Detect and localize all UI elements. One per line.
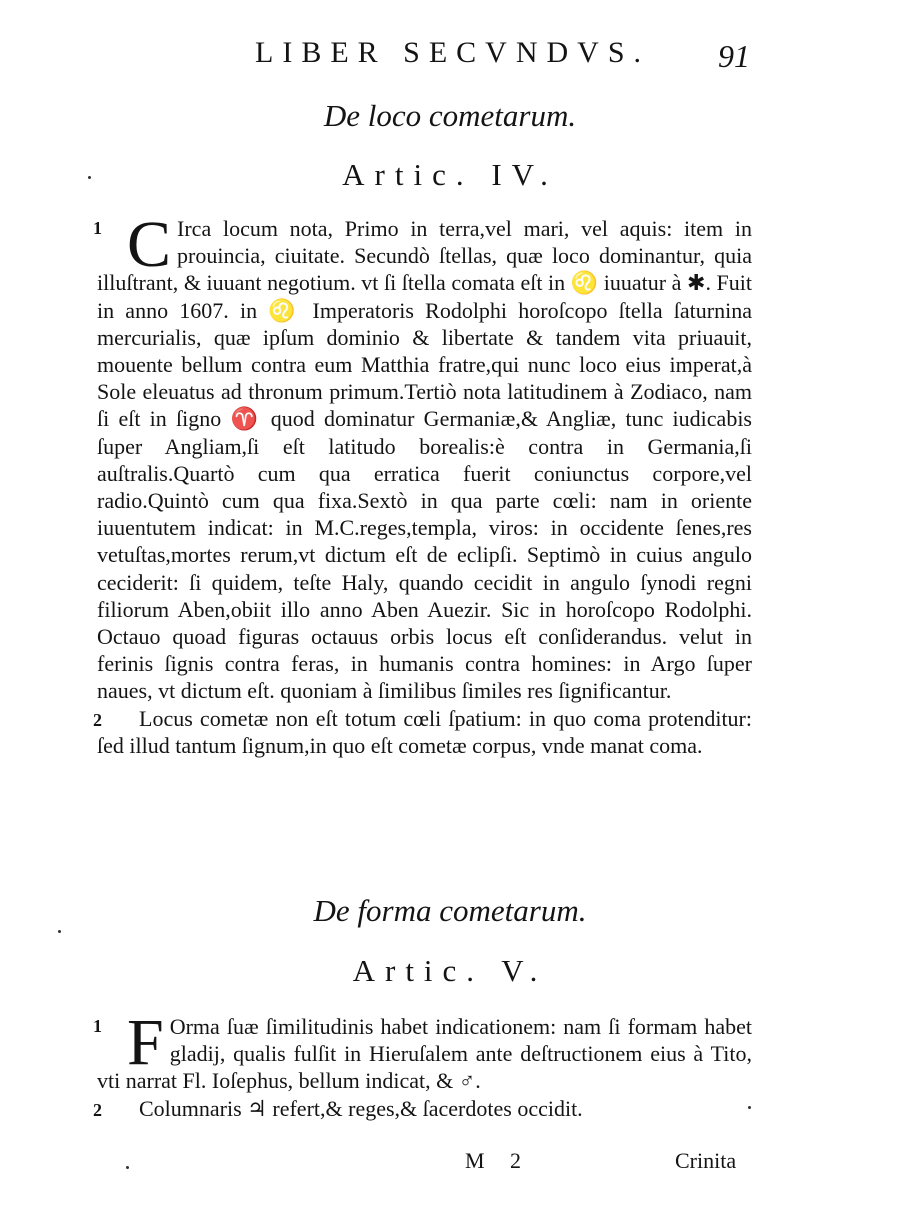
running-head bbox=[0, 30, 900, 80]
section-v-body bbox=[93, 1006, 752, 1122]
print-speck bbox=[748, 1106, 751, 1109]
section-heading-de-forma: De forma cometarum. bbox=[313, 893, 587, 928]
paragraph-text: Columnaris ♃ refert,& reges,& ſacerdotes occidit. bbox=[139, 1095, 583, 1121]
paragraph-number: 1 bbox=[93, 1016, 102, 1036]
paragraph-text: Orma ſuæ ſimilitudinis habet indicationem: nam ſi formam habet gladij, qualis fulſit in Hieruſalem ante deſtructionem eius à Tito, vti narrat Fl. Ioſephus, bellum indicat, & ♂. bbox=[97, 1014, 752, 1094]
print-speck bbox=[58, 930, 61, 933]
page-number: 91 bbox=[718, 38, 750, 74]
paragraph-number: 2 bbox=[93, 709, 102, 730]
print-speck bbox=[88, 176, 91, 179]
article-heading-v: Artic. V. bbox=[352, 953, 548, 988]
paragraph-text: Locus cometæ non eſt totum cœli ſpatium: in quo coma protenditur: ſed illud tantum ſignum,in quo eſt cometæ corpus, vnde manat coma. bbox=[97, 705, 752, 758]
paragraph-v-1 bbox=[93, 1006, 752, 1095]
paragraph-number: 1 bbox=[93, 218, 102, 238]
drop-cap: F bbox=[127, 1006, 164, 1079]
catchword: Crinita bbox=[675, 1148, 737, 1173]
running-title: LIBER SECVNDVS. bbox=[255, 36, 651, 69]
signature-mark: M 2 bbox=[465, 1148, 532, 1173]
section-heading-de-loco: De loco cometarum. bbox=[323, 98, 577, 133]
page-footer bbox=[0, 1148, 900, 1178]
paragraph-iv-1 bbox=[93, 208, 752, 705]
paragraph-text: Irca locum nota, Primo in terra,vel mari, vel aquis: item in prouincia, ciuitate. Secundò ſtellas, quæ loco dominantur, quia illuſtrant, & iuuant negotium. vt ſi ſtella comata eſt in ♌ iuuatur à ✱. Fuit in anno 1607. in ♌ Imperatoris Rodolphi horoſcopo ſtella ſaturnina mercurialis, quæ ipſum dominio & libertate & tandem vita priuauit, mouente bellum contra eum Matthia fratre,qui nunc loco eius imperat,à Sole eleuatus ad thronum primum.Tertiò nota latitudinem à Zodiaco, nam ſi eſt in ſigno ♈ quod dominatur Germaniæ,& Angliæ, tunc iudicabis ſuper Angliam,ſi eſt latitudo borealis:è contra in Germania,ſi auſtralis.Quartò cum qua erratica fuerit coniunctus corpore,vel radio.Quintò cum qua fixa.Sextò in qua parte cœli: nam in oriente iuuentutem indicat: in M.C.reges,templa, viros: in occidente ſenes,res vetuſtas,mortes rerum,vt dictum eſt de eclipſi. Septimò in cuius angulo ceciderit: ſi quidem, teſte Haly, quando cecidit in angulo ſynodi regni filiorum Aben,obiit illo anno Aben Auezir. Sic in horoſcopo Rodolphi. Octauo quoad figuras octauus orbis locus eſt conſiderandus. velut in ferinis ſignis contra feras, in humanis contra homines: in Argo ſuper naues, vt dictum eſt. quoniam à ſimilibus ſimiles res ſignificantur. bbox=[97, 216, 752, 704]
paragraph-iv-2 bbox=[93, 705, 752, 759]
drop-cap: C bbox=[127, 208, 172, 281]
print-speck bbox=[126, 1166, 129, 1169]
section-iv-body bbox=[93, 208, 752, 759]
paragraph-v-2 bbox=[93, 1095, 752, 1122]
article-heading-iv: Artic. IV. bbox=[342, 157, 558, 192]
paragraph-number: 2 bbox=[93, 1099, 102, 1120]
